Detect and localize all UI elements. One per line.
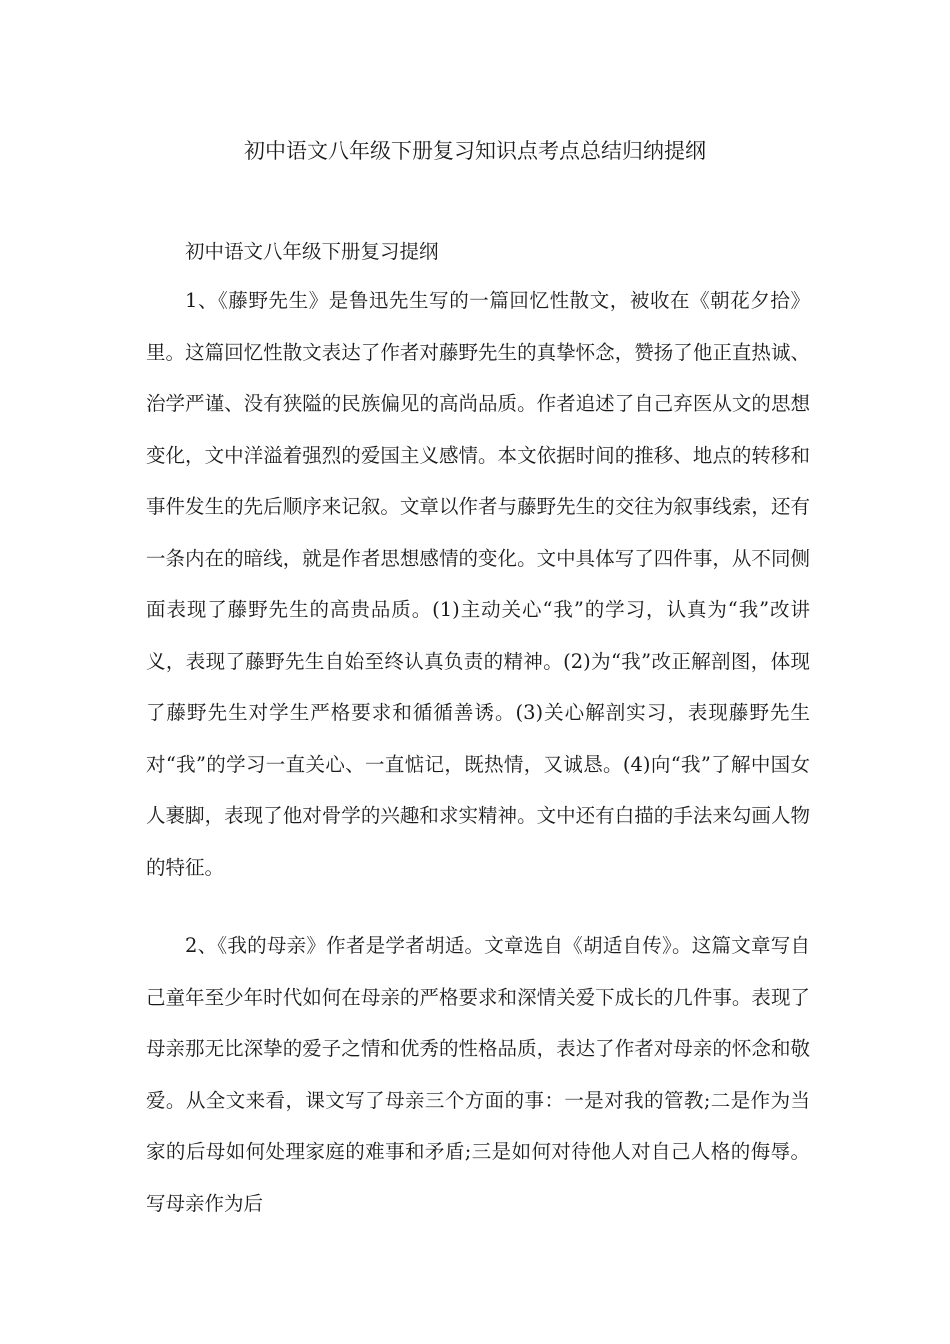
document-subtitle (146, 226, 810, 278)
paragraph-my-mother (146, 920, 810, 1229)
paragraph-fujino (146, 275, 810, 893)
paragraph-text: 1、《藤野先生》是鲁迅先生写的一篇回忆性散文，被收在《朝花夕拾》里。这篇回忆性散文表达了作者对藤野先生的真挚怀念，赞扬了他正直热诚、治学严谨、没有狭隘的民族偏见的高尚品质。作者追述了自己弃医从文的思想变化，文中洋溢着强烈的爱国主义感情。本文依据时间的推移、地点的转移和事件发生的先后顺序来记叙。文章以作者与藤野先生的交往为叙事线索，还有一条内在的暗线，就是作者思想感情的变化。文中具体写了四件事，从不同侧面表现了藤野先生的高贵品质。(1)主动关心“我”的学习，认真为“我”改讲义，表现了藤野先生自始至终认真负责的精神。(2)为“我”改正解剖图，体现了藤野先生对学生严格要求和循循善诱。(3)关心解剖实习，表现藤野先生对“我”的学习一直关心、一直惦记，既热情，又诚恳。(4)向“我”了解中国女人裹脚，表现了他对骨学的兴趣和求实精神。文中还有白描的手法来勾画人物的特征。 (146, 289, 810, 879)
subtitle-text: 初中语文八年级下册复习提纲 (185, 240, 439, 263)
paragraph-text: 2、《我的母亲》作者是学者胡适。文章选自《胡适自传》。这篇文章写自己童年至少年时代如何在母亲的严格要求和深情关爱下成长的几件事。表现了母亲那无比深挚的爱子之情和优秀的性格品质，表达了作者对母亲的怀念和敬爱。从全文来看，课文写了母亲三个方面的事：一是对我的管教;二是作为当家的后母如何处理家庭的难事和矛盾;三是如何对待他人对自己人格的侮辱。写母亲作为后 (146, 934, 810, 1215)
document-title: 初中语文八年级下册复习知识点考点总结归纳提纲 (244, 139, 706, 163)
